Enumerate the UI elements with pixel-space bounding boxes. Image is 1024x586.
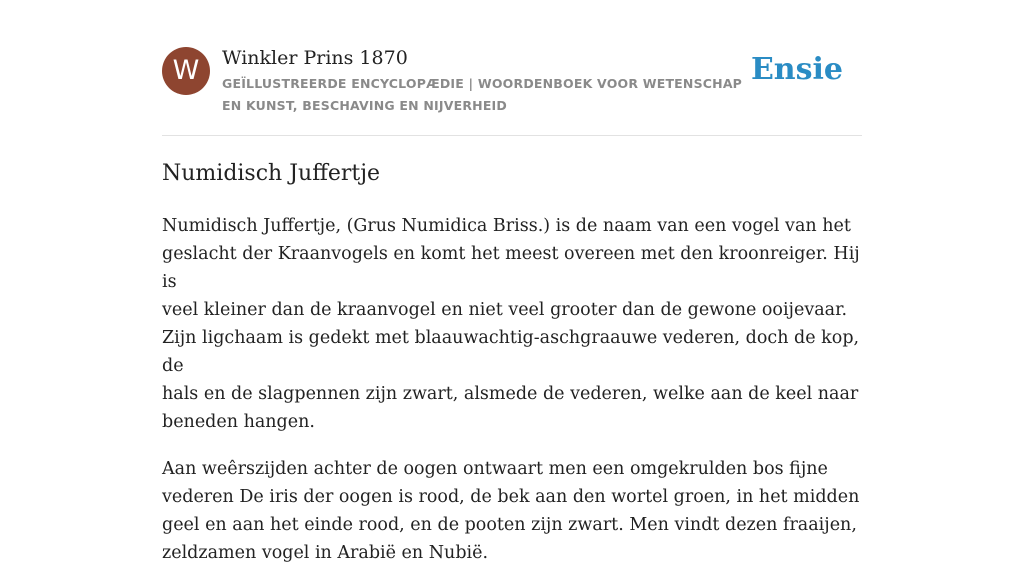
publication-subtitle: GEÏLLUSTREERDE ENCYCLOPÆDIE | WOORDENBOEK VOOR WETENSCHAP EN KUNST, BESCHAVING EN NIJVERHEID: [222, 76, 743, 113]
article-body: [162, 212, 862, 586]
header-divider: [162, 135, 862, 136]
publication-title[interactable]: Winkler Prins 1870: [222, 47, 408, 69]
article-title: Numidisch Juffertje: [162, 161, 381, 186]
publication-header: [162, 44, 862, 116]
publication-avatar[interactable]: W: [162, 47, 210, 95]
ensie-logo[interactable]: Ensie: [750, 52, 843, 87]
article-paragraph: Numidisch Juffertje, (Grus Numidica Briss.) is de naam van een vogel van het geslacht der Kraanvogels en komt het meest overeen met den kroonreiger. Hij is veel kleiner dan de kraanvogel en niet veel grooter dan de gewone ooijevaar. Zijn ligchaam is gedekt met blaauwachtig-aschgraauwe vederen, doch de kop, de hals en de slagpennen zijn zwart, alsmede de vederen, welke aan de keel naar beneden hangen.: [162, 216, 860, 432]
article-paragraph: Aan weêrszijden achter de oogen ontwaart men een omgekrulden bos fijne vederen De iris der oogen is rood, de bek aan den wortel groen, in het midden geel en aan het einde rood, en de pooten zijn zwart. Men vindt dezen fraaijen, zeldzamen vogel in Arabië en Nubië.: [162, 459, 860, 563]
